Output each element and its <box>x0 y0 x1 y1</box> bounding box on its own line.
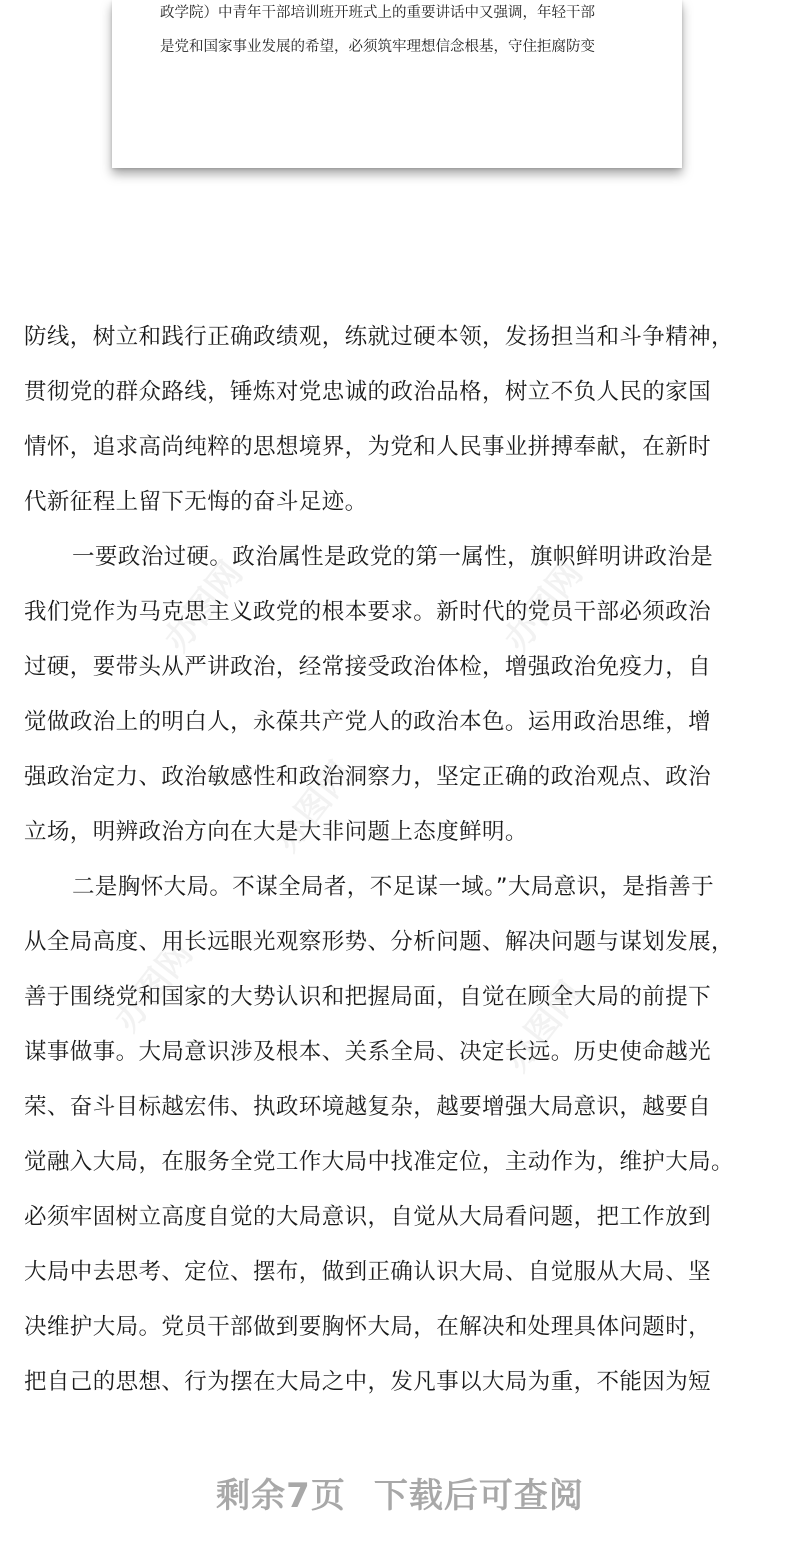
body-line: 觉做政治上的明白人，永葆共产党人的政治本色。运用政治思维，增 <box>24 709 712 735</box>
body-line: 谋事做事。大局意识涉及根本、关系全局、决定长远。历史使命越光 <box>24 1039 712 1065</box>
body-line: 荣、奋斗目标越宏伟、执政环境越复杂，越要增强大局意识，越要自 <box>24 1094 712 1120</box>
body-line: 情怀，追求高尚纯粹的思想境界，为党和人民事业拼搏奉献，在新时 <box>24 434 712 460</box>
body-line: 一要政治过硬。政治属性是政党的第一属性，旗帜鲜明讲政治是 <box>72 544 714 570</box>
body-line: 我们党作为马克思主义政党的根本要求。新时代的党员干部必须政治 <box>24 599 712 625</box>
watermark: 办图网 <box>496 554 591 660</box>
watermark: 办图网 <box>266 754 361 860</box>
watermark: 办图网 <box>156 554 251 660</box>
body-line: 强政治定力、政治敏感性和政治洞察力，坚定正确的政治观点、政治 <box>24 764 712 790</box>
remaining-pages-banner[interactable] <box>0 1468 800 1517</box>
page-preview-card <box>112 0 682 168</box>
body-line: 代新征程上留下无悔的奋斗足迹。 <box>24 489 368 515</box>
body-line: 过硬，要带头从严讲政治，经常接受政治体检，增强政治免疫力，自 <box>24 654 712 680</box>
body-line: 从全局高度、用长远眼光观察形势、分析问题、解决问题与谋划发展， <box>24 929 734 955</box>
preview-line-2: 是党和国家事业发展的希望，必须筑牢理想信念根基，守住拒腐防变 <box>160 39 595 55</box>
body-line: 必须牢固树立高度自觉的大局意识，自觉从大局看问题，把工作放到 <box>24 1204 712 1230</box>
body-line: 防线，树立和践行正确政绩观，练就过硬本领，发扬担当和斗争精神， <box>24 324 734 350</box>
body-line: 善于围绕党和国家的大势认识和把握局面，自觉在顾全大局的前提下 <box>24 984 712 1010</box>
body-line: 立场，明辨政治方向在大是大非问题上态度鲜明。 <box>24 819 528 845</box>
remaining-pages-label[interactable]: 剩余7页 <box>216 1476 346 1516</box>
body-line: 二是胸怀大局。不谋全局者，不足谋一域。”大局意识，是指善于 <box>72 874 715 900</box>
body-line: 觉融入大局，在服务全党工作大局中找准定位，主动作为，维护大局。 <box>24 1149 734 1175</box>
preview-line-1: 政学院）中青年干部培训班开班式上的重要讲话中又强调，年轻干部 <box>160 5 595 21</box>
body-line: 把自己的思想、行为摆在大局之中，发凡事以大局为重，不能因为短 <box>24 1369 712 1395</box>
download-to-view-label[interactable]: 下载后可查阅 <box>373 1476 584 1516</box>
body-line: 大局中去思考、定位、摆布，做到正确认识大局、自觉服从大局、坚 <box>24 1259 712 1285</box>
body-line: 决维护大局。党员干部做到要胸怀大局，在解决和处理具体问题时， <box>24 1314 712 1340</box>
watermark: 办图网 <box>496 974 591 1080</box>
watermark: 办图网 <box>106 934 201 1040</box>
body-line: 贯彻党的群众路线，锤炼对党忠诚的政治品格，树立不负人民的家国 <box>24 379 712 405</box>
